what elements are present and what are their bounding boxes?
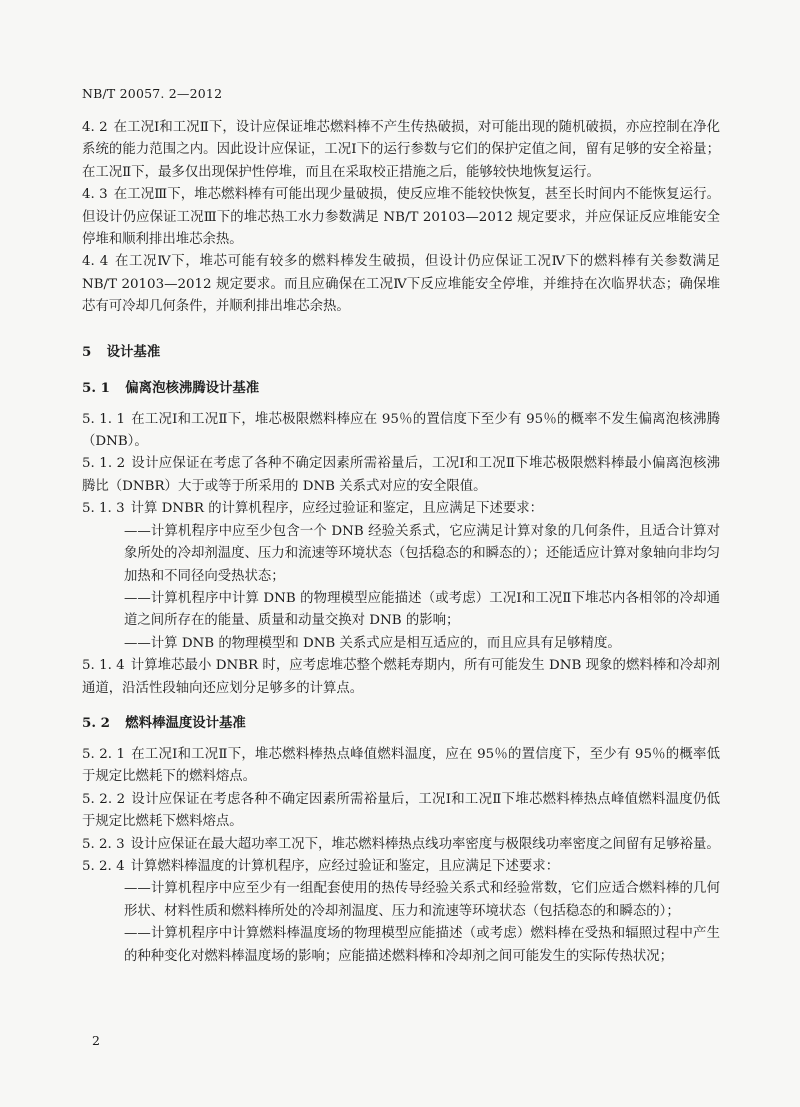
clause-number: 5. 1. 4 <box>82 658 125 674</box>
clause-5-1-2 <box>82 453 720 498</box>
clause-number: 4. 2 <box>82 120 108 135</box>
section-5-heading <box>82 341 720 363</box>
clause-5-2-3 <box>82 834 720 856</box>
list-item: ——计算机程序中应至少有一组配套使用的热传导经验关系式和经验常数，它们应适合燃料棒的几何形状、材料性质和燃料棒所处的冷却剂温度、压力和流速等环境状态（包括稳态的和瞬态的）； <box>124 881 720 919</box>
section-title: 燃料棒温度设计基准 <box>125 714 246 731</box>
clause-5-2-4 <box>82 856 720 878</box>
list-item: ——计算机程序中应至少包含一个 DNB 经验关系式，它应满足计算对象的几何条件，且适合计算对象所处的冷却剂温度、压力和流速等环境状态（包括稳态的和瞬态的）；还能适应计算对象轴向非均匀加热和不同径向受热状态； <box>124 523 720 584</box>
list-item: ——计算机程序中计算燃料棒温度场的物理模型应能描述（或考虑）燃料棒在受热和辐照过程中产生的种种变化对燃料棒温度场的影响；应能描述燃料棒和冷却剂之间可能发生的实际传热状况； <box>124 926 720 964</box>
section-5-2-heading <box>82 712 720 734</box>
clause-text: 设计应保证在考虑各种不确定因素所需裕量后，工况Ⅰ和工况Ⅱ下堆芯燃料棒热点峰值燃料温度仍低于规定比燃耗下燃料熔点。 <box>82 791 720 830</box>
section-title: 偏离泡核沸腾设计基准 <box>125 379 260 396</box>
standard-id-header: NB/T 20057. 2—2012 <box>82 86 223 101</box>
clause-4-4 <box>82 251 720 318</box>
list-item: ——计算 DNB 的物理模型和 DNB 关系式应是相互适应的，而且应具有足够精度。 <box>124 635 621 651</box>
clause-number: 4. 4 <box>82 254 109 270</box>
clause-5-1-3 <box>82 498 720 520</box>
clause-number: 4. 3 <box>82 187 108 203</box>
clause-text: 计算 DNBR 的计算机程序，应经过验证和鉴定，且应满足下述要求： <box>130 501 544 517</box>
clause-5-2-1 <box>82 744 720 789</box>
clause-5-1-1 <box>82 409 720 454</box>
clause-text: 在工况Ⅰ和工况Ⅱ下，设计应保证堆芯燃料棒不产生传热破损，对可能出现的随机破损，亦应控制在净化系统的能力范围之内。因此设计应保证，工况Ⅰ下的运行参数与它们的保护定值之间，留有足够的安全裕量；在工况Ⅱ下，最多仅出现保护性停堆，而且在采取校正措施之后，能够较快地恢复运行。 <box>82 120 720 180</box>
clause-text: 在工况Ⅰ和工况Ⅱ下，堆芯极限燃料棒应在 95％的置信度下至少有 95％的概率不发生偏离泡核沸腾（DNB）。 <box>82 411 720 450</box>
clause-text: 设计应保证在最大超功率工况下，堆芯燃料棒热点线功率密度与极限线功率密度之间留有足够裕量。 <box>130 836 720 852</box>
section-number: 5 <box>82 343 92 360</box>
clause-4-3 <box>82 184 720 251</box>
clause-text: 在工况Ⅲ下，堆芯燃料棒有可能出现少量破损，使反应堆不能较快恢复，甚至长时间内不能恢复运行。但设计仍应保证工况Ⅲ下的堆芯热工水力参数满足 NB/T 20103—2012 规定要求，并应保证反应堆能安全停堆和顺利排出堆芯余热。 <box>82 187 720 248</box>
page-content <box>82 117 720 968</box>
section-number: 5. 1 <box>82 379 110 396</box>
clause-number: 5. 2. 2 <box>82 791 126 807</box>
clause-4-2 <box>82 117 720 184</box>
list-item: ——计算机程序中计算 DNB 的物理模型应能描述（或考虑）工况Ⅰ和工况Ⅱ下堆芯内各相邻的冷却通道之间所存在的能量、质量和动量交换对 DNB 的影响； <box>124 590 720 629</box>
clause-number: 5. 2. 3 <box>82 836 125 852</box>
section-number: 5. 2 <box>82 714 110 731</box>
clause-text: 计算堆芯最小 DNBR 时，应考虑堆芯整个燃耗寿期内，所有可能发生 DNB 现象的燃料棒和冷却剂通道，沿活性段轴向还应划分足够多的计算点。 <box>82 658 720 696</box>
page-number: 2 <box>92 1033 100 1048</box>
clause-5-1-4 <box>82 655 720 700</box>
clause-text: 计算燃料棒温度的计算机程序，应经过验证和鉴定，且应满足下述要求： <box>130 858 560 874</box>
section-5-1-heading <box>82 377 720 399</box>
clause-number: 5. 1. 1 <box>82 411 126 427</box>
section-title: 设计基准 <box>106 343 161 360</box>
clause-number: 5. 1. 2 <box>82 456 126 472</box>
clause-5-2-2 <box>82 789 720 834</box>
clause-text: 在工况Ⅳ下，堆芯可能有较多的燃料棒发生破损，但设计仍应保证工况Ⅳ下的燃料棒有关参数满足 NB/T 20103—2012 规定要求。而且应确保在工况Ⅳ下反应堆能安全停堆，并维持在次临界状态；确保堆芯有可冷却几何条件，并顺利排出堆芯余热。 <box>82 254 720 315</box>
clause-text: 在工况Ⅰ和工况Ⅱ下，堆芯燃料棒热点峰值燃料温度，应在 95％的置信度下，至少有 95％的概率低于规定比燃耗下的燃料熔点。 <box>82 746 720 785</box>
clause-number: 5. 2. 1 <box>82 746 126 762</box>
clause-text: 设计应保证在考虑了各种不确定因素所需裕量后，工况Ⅰ和工况Ⅱ下堆芯极限燃料棒最小偏离泡核沸腾比（DNBR）大于或等于所采用的 DNB 关系式对应的安全限值。 <box>82 456 720 494</box>
clause-number: 5. 1. 3 <box>82 501 125 517</box>
clause-number: 5. 2. 4 <box>82 858 125 874</box>
